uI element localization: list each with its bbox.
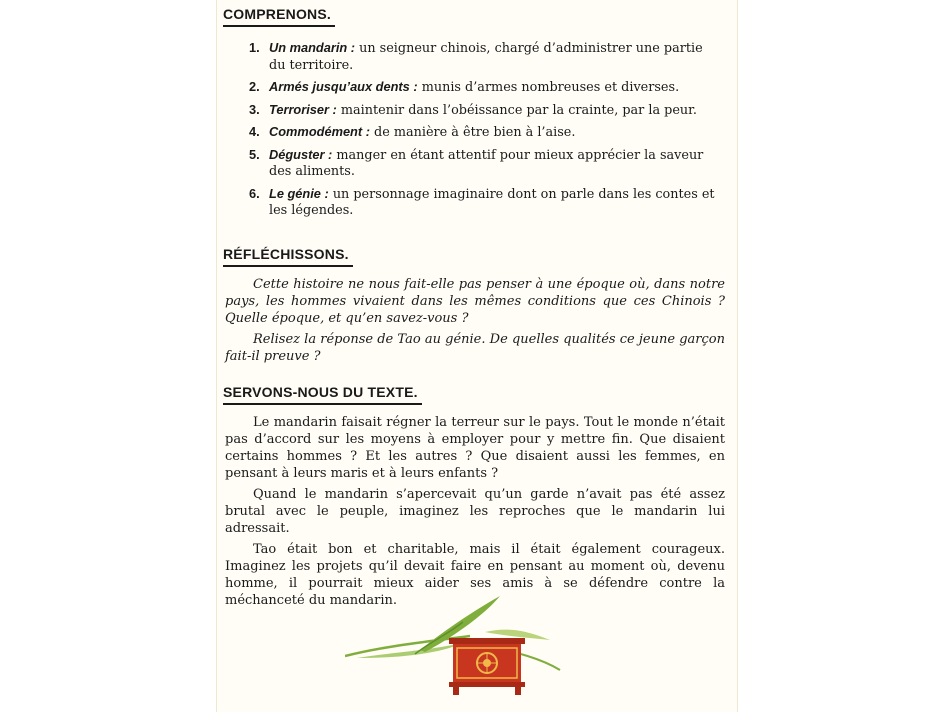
bamboo-leaves	[345, 596, 560, 670]
reflection-paragraph: Cette histoire ne nous fait-elle pas penser à une époque où, dans notre pays, les hommes vivaient dans les mêmes conditions que ces Chinois ? Quelle époque, et qu’en savez-vous ?	[225, 277, 725, 326]
reflection-paragraph: Relisez la réponse de Tao au génie. De quelles qualités ce jeune garçon fait-il preuve ?	[225, 332, 725, 364]
definition-item	[249, 186, 723, 220]
reflection-questions	[225, 276, 725, 369]
definition-number: 5.	[249, 146, 260, 162]
definition-item	[249, 124, 723, 142]
definition-item	[249, 79, 723, 97]
lacquer-box	[449, 638, 525, 695]
definition-number: 4.	[249, 124, 260, 139]
definition-text: manger en étant attentif pour mieux apprécier la saveur des aliments.	[269, 147, 704, 179]
vocabulary-list	[249, 40, 723, 225]
definition-term: Terroriser :	[269, 101, 337, 117]
definition-text: munis d’armes nombreuses et diverses.	[421, 80, 680, 95]
definition-item	[249, 102, 723, 120]
definition-term: Déguster :	[269, 146, 333, 162]
definition-text: un seigneur chinois, chargé d’administrer une partie du territoire.	[269, 41, 703, 73]
definition-item	[249, 40, 723, 74]
heading-servons-nous-du-texte: SERVONS-NOUS DU TEXTE.	[223, 384, 422, 405]
exercise-paragraph: Le mandarin faisait régner la terreur sur le pays. Tout le monde n’était pas d’accord sur les moyens à employer pour y mettre fin. Que disaient certains hommes ? Et les autres ? Que disaient aussi les femmes, en pensant à leurs maris et à leurs enfants ?	[225, 415, 725, 481]
exercise-paragraph: Tao était bon et charitable, mais il était également courageux. Imaginez les projets qu’il devait faire en pensant au moment où, devenu homme, il pourrait mieux aider ses amis à se défendre contre la méchanceté du mandarin.	[225, 542, 725, 608]
definition-text: maintenir dans l’obéissance par la crainte, par la peur.	[340, 102, 697, 118]
definition-number: 2.	[249, 79, 260, 94]
heading-comprenons: COMPRENONS.	[223, 6, 335, 27]
definition-number: 1.	[249, 40, 260, 55]
definition-text: de manière à être bien à l’aise.	[374, 125, 576, 140]
definition-term: Le génie :	[269, 185, 329, 201]
definition-number: 6.	[249, 185, 260, 201]
definition-number: 3.	[249, 101, 260, 117]
chinese-box-illustration	[345, 592, 565, 702]
definition-item	[249, 147, 723, 181]
textbook-page	[216, 0, 738, 712]
exercise-instructions	[225, 414, 725, 613]
exercise-paragraph: Quand le mandarin s’apercevait qu’un garde n’avait pas été assez brutal avec le peuple, imaginez les reproches que le mandarin lui adressait.	[225, 487, 725, 536]
heading-reflechissons: RÉFLÉCHISSONS.	[223, 246, 353, 267]
definition-term: Armés jusqu’aux dents :	[269, 79, 418, 94]
definition-text: un personnage imaginaire dont on parle dans les contes et les légendes.	[269, 186, 715, 218]
definition-term: Commodément :	[269, 124, 370, 139]
definition-term: Un mandarin :	[269, 40, 356, 55]
